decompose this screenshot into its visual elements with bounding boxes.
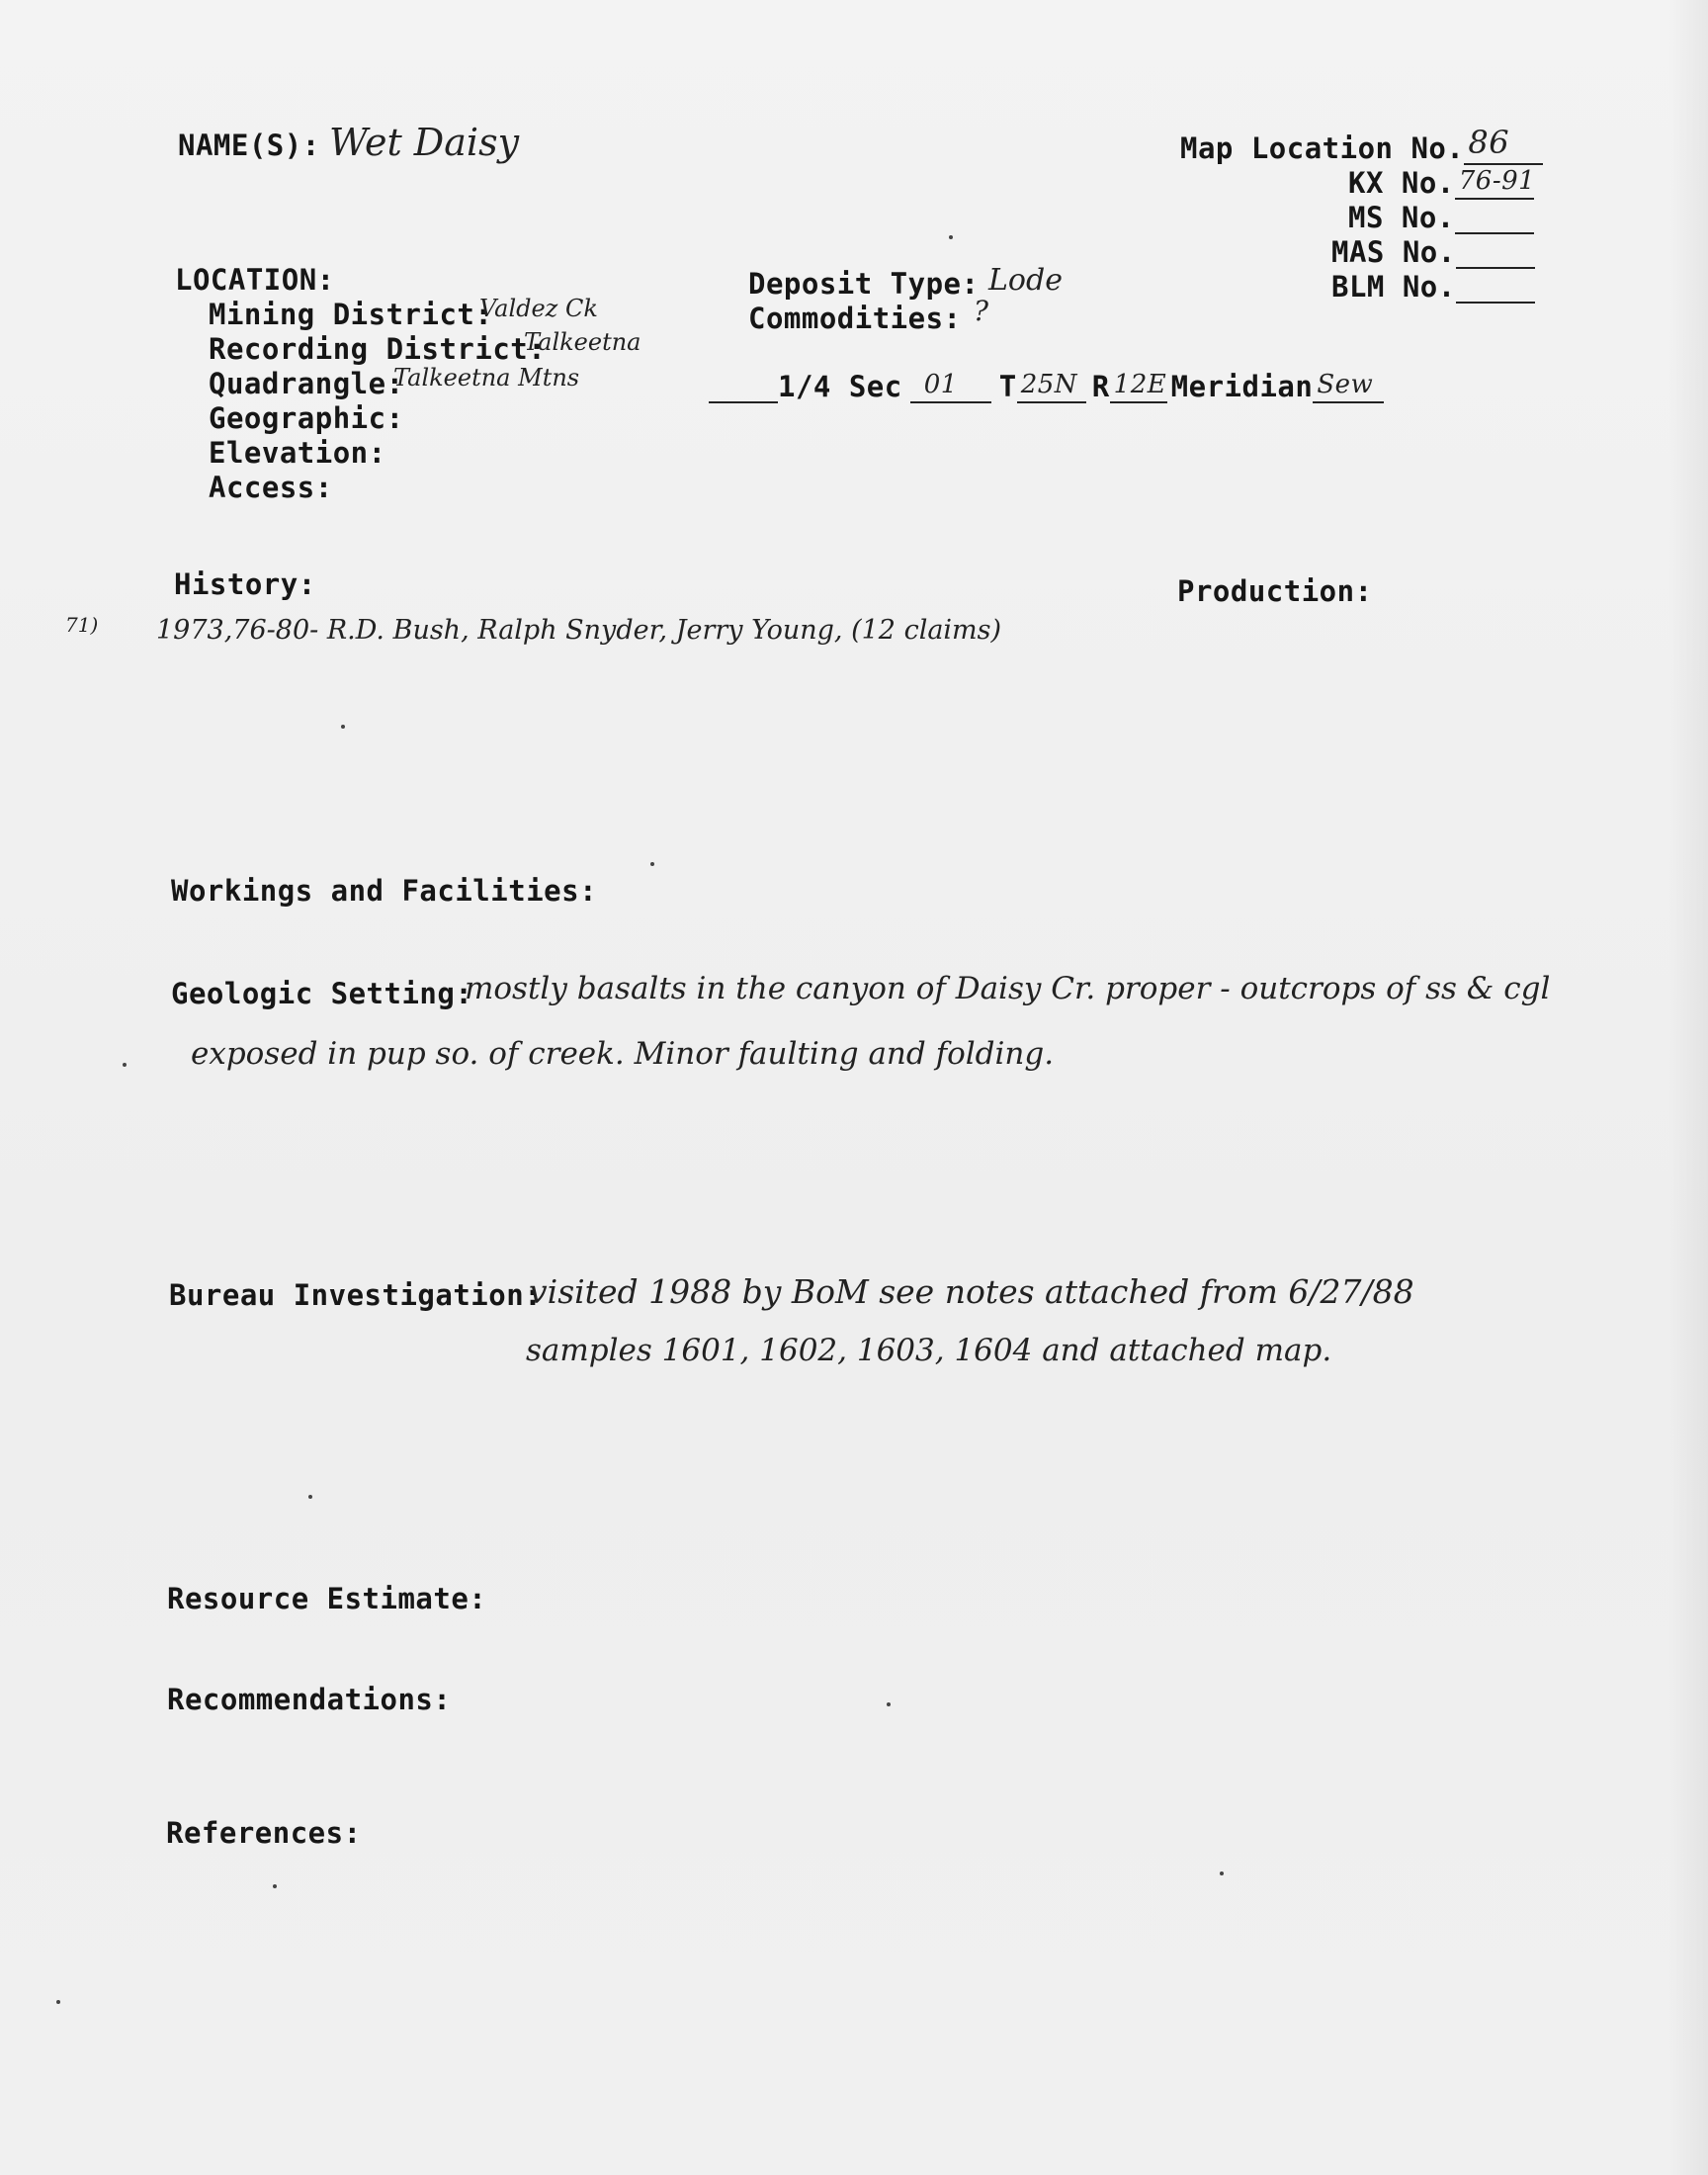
scan-speck: [123, 1063, 127, 1067]
scan-speck: [650, 862, 654, 866]
meridian-blank: [1313, 372, 1384, 403]
scan-speck: [949, 235, 953, 239]
map-location-field: [1180, 124, 1543, 165]
sec-value: 01: [923, 370, 958, 399]
name-value: Wet Daisy: [329, 121, 520, 164]
blm-label: BLM No.: [1331, 270, 1456, 304]
production-label: Production:: [1177, 574, 1373, 608]
mining-district-value: Valdez Ck: [479, 295, 598, 322]
scan-speck: [887, 1702, 891, 1706]
deposit-type-value: Lode: [988, 263, 1063, 298]
ms-blank: [1455, 203, 1534, 234]
scan-speck: [56, 2000, 60, 2004]
map-location-label: Map Location No.: [1180, 131, 1465, 165]
kx-value: 76-91: [1458, 166, 1536, 196]
sec-blank: [910, 372, 991, 403]
scan-speck: [1220, 1871, 1224, 1875]
recording-district-value: Talkeetna: [524, 328, 641, 356]
scan-speck: [308, 1495, 312, 1499]
scan-speck: [341, 725, 345, 729]
township-value: 25N: [1020, 370, 1078, 399]
quadrangle-label: Quadrangle:: [209, 367, 404, 400]
location-heading: LOCATION:: [175, 263, 335, 297]
scan-edge-shadow: [1668, 0, 1708, 2175]
quadrangle-value: Talkeetna Mtns: [393, 364, 580, 392]
bureau-investigation-line1: visited 1988 by BoM see notes attached from 6/27/88: [529, 1272, 1414, 1311]
blm-field: [1331, 270, 1535, 304]
kx-label: KX No.: [1348, 166, 1455, 200]
legal-description: [709, 370, 1384, 403]
meridian-value: Sew: [1317, 370, 1374, 399]
mas-label: MAS No.: [1331, 235, 1456, 269]
kx-blank: [1455, 168, 1534, 200]
mas-field: [1331, 235, 1535, 269]
recommendations-label: Recommendations:: [167, 1683, 452, 1716]
geologic-setting-label: Geologic Setting:: [171, 977, 473, 1010]
range-blank: [1110, 372, 1167, 403]
resource-estimate-label: Resource Estimate:: [167, 1582, 487, 1615]
commodities-value: ?: [974, 295, 989, 327]
geologic-setting-line1: mostly basalts in the canyon of Daisy Cr. proper - outcrops of ss & cgl: [465, 971, 1551, 1006]
scan-speck: [273, 1884, 277, 1888]
range-label: R: [1091, 370, 1110, 403]
access-label: Access:: [209, 471, 333, 504]
blm-blank: [1456, 272, 1535, 304]
geographic-label: Geographic:: [209, 401, 404, 435]
township-label: T: [998, 370, 1017, 403]
geologic-setting-line2: exposed in pup so. of creek. Minor faulting and folding.: [191, 1036, 1055, 1072]
map-location-value: 86: [1468, 124, 1510, 161]
commodities-label: Commodities:: [748, 302, 962, 335]
workings-label: Workings and Facilities:: [171, 874, 598, 908]
history-margin-note: 71): [65, 613, 99, 637]
quarter-sec-label: 1/4 Sec: [778, 370, 902, 403]
name-label: NAME(S):: [178, 129, 320, 162]
ms-field: [1348, 201, 1534, 234]
deposit-type-label: Deposit Type:: [748, 267, 980, 301]
recording-district-label: Recording District:: [209, 332, 547, 366]
quarter-blank: [709, 372, 778, 403]
history-entry: 1973,76-80- R.D. Bush, Ralph Snyder, Jerry Young, (12 claims): [156, 615, 1002, 646]
map-location-blank: [1464, 124, 1543, 165]
references-label: References:: [166, 1816, 362, 1850]
meridian-label: Meridian: [1170, 370, 1314, 403]
ms-label: MS No.: [1348, 201, 1455, 234]
bureau-investigation-line2: samples 1601, 1602, 1603, 1604 and attached map.: [526, 1333, 1332, 1368]
history-label: History:: [174, 567, 316, 601]
kx-field: [1348, 166, 1534, 200]
elevation-label: Elevation:: [209, 436, 386, 470]
mas-blank: [1456, 237, 1535, 269]
township-blank: [1017, 372, 1086, 403]
mining-district-label: Mining District:: [209, 298, 493, 331]
range-value: 12E: [1113, 370, 1167, 399]
bureau-investigation-label: Bureau Investigation:: [169, 1278, 543, 1312]
